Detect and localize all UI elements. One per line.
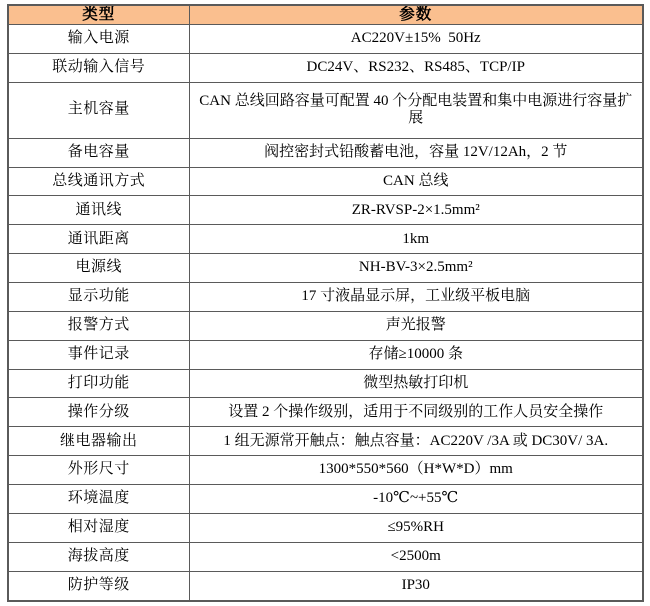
header-row	[8, 5, 643, 24]
row-label-cell: 电源线	[8, 254, 189, 283]
row-value-cell: 17 寸液晶显示屏，工业级平板电脑	[189, 282, 643, 311]
table-row	[8, 53, 643, 82]
row-value-cell: 1 组无源常开触点：触点容量：AC220V /3A 或 DC30V/ 3A.	[189, 427, 643, 456]
table-row	[8, 398, 643, 427]
row-value-cell: CAN 总线回路容量可配置 40 个分配电装置和集中电源进行容量扩展	[189, 82, 643, 138]
table-row	[8, 571, 643, 601]
table-row	[8, 456, 643, 485]
row-value-cell: 微型热敏打印机	[189, 369, 643, 398]
row-value-cell: 设置 2 个操作级别，适用于不同级别的工作人员安全操作	[189, 398, 643, 427]
table-row	[8, 513, 643, 542]
row-label-cell: 显示功能	[8, 282, 189, 311]
row-label-cell: 主机容量	[8, 82, 189, 138]
table-row	[8, 427, 643, 456]
row-label-cell: 操作分级	[8, 398, 189, 427]
table-row	[8, 282, 643, 311]
row-label-cell: 海拔高度	[8, 542, 189, 571]
row-value-cell: CAN 总线	[189, 167, 643, 196]
table-row	[8, 485, 643, 514]
table-row	[8, 311, 643, 340]
row-value-cell: 1300*550*560（H*W*D）mm	[189, 456, 643, 485]
table-row	[8, 138, 643, 167]
table-row	[8, 369, 643, 398]
row-label-cell: 事件记录	[8, 340, 189, 369]
row-value-cell: NH-BV-3×2.5mm²	[189, 254, 643, 283]
row-value-cell: -10℃~+55℃	[189, 485, 643, 514]
row-value-cell: ≤95%RH	[189, 513, 643, 542]
row-label-cell: 打印功能	[8, 369, 189, 398]
table-row	[8, 167, 643, 196]
row-label-cell: 联动输入信号	[8, 53, 189, 82]
row-value-cell: <2500m	[189, 542, 643, 571]
row-label-cell: 环境温度	[8, 485, 189, 514]
row-value-cell: 存储≥10000 条	[189, 340, 643, 369]
row-value-cell: 声光报警	[189, 311, 643, 340]
row-label-cell: 通讯线	[8, 196, 189, 225]
table-row	[8, 254, 643, 283]
spec-table	[7, 4, 644, 602]
table-row	[8, 225, 643, 254]
row-label-cell: 相对湿度	[8, 513, 189, 542]
table-row	[8, 82, 643, 138]
row-value-cell: ZR-RVSP-2×1.5mm²	[189, 196, 643, 225]
table-row	[8, 340, 643, 369]
row-value-cell: IP30	[189, 571, 643, 601]
row-label-cell: 总线通讯方式	[8, 167, 189, 196]
table-row	[8, 24, 643, 53]
row-value-cell: AC220V±15% 50Hz	[189, 24, 643, 53]
row-label-cell: 防护等级	[8, 571, 189, 601]
row-label-cell: 通讯距离	[8, 225, 189, 254]
row-value-cell: 阀控密封式铅酸蓄电池，容量 12V/12Ah，2 节	[189, 138, 643, 167]
row-label-cell: 输入电源	[8, 24, 189, 53]
header-cell-type: 类型	[8, 5, 189, 24]
header-cell-param: 参数	[189, 5, 643, 24]
row-label-cell: 继电器输出	[8, 427, 189, 456]
row-label-cell: 报警方式	[8, 311, 189, 340]
row-value-cell: DC24V、RS232、RS485、TCP/IP	[189, 53, 643, 82]
table-row	[8, 196, 643, 225]
table-row	[8, 542, 643, 571]
row-value-cell: 1km	[189, 225, 643, 254]
row-label-cell: 备电容量	[8, 138, 189, 167]
row-label-cell: 外形尺寸	[8, 456, 189, 485]
